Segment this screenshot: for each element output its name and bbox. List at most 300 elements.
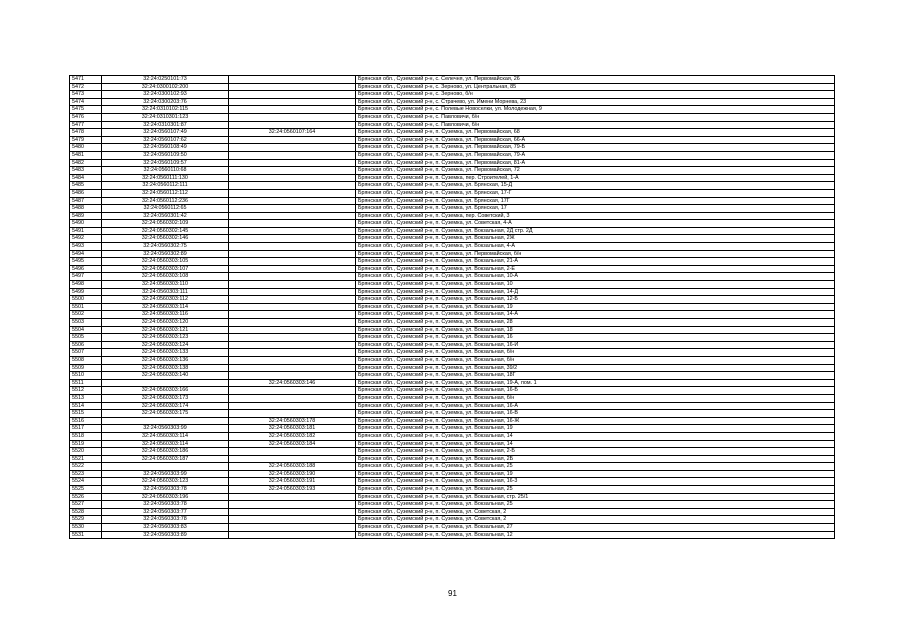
cell-address: Брянская обл., Суземский р-н, п. Суземка, ул. Вокзальная, 16-Ж: [356, 417, 835, 425]
cell-secondary-cadastral-number: [229, 265, 356, 273]
cell-address: Брянская обл., Суземский р-н, п. Суземка, ул. Вокзальная, 12-Б: [356, 296, 835, 304]
cell-record-number: 5531: [70, 531, 102, 539]
cell-secondary-cadastral-number: [229, 493, 356, 501]
cell-cadastral-number: 32:24:0300203:76: [102, 98, 229, 106]
cell-address: Брянская обл., Суземский р-н, п. Суземка, ул. Первомайская, 81-А: [356, 159, 835, 167]
table-row: [70, 197, 835, 205]
cell-record-number: 5508: [70, 356, 102, 364]
table-row: [70, 113, 835, 121]
cell-address: Брянская обл., Суземский р-н, п. Суземка, ул. Вокзальная, 2Д стр. 2Д: [356, 227, 835, 235]
cell-address: Брянская обл., Суземский р-н, п. Суземка, ул. Брянская, 15-Д: [356, 182, 835, 190]
cell-address: Брянская обл., Суземский р-н, п. Суземка, ул. Вокзальная, 19: [356, 470, 835, 478]
cell-record-number: 5511: [70, 379, 102, 387]
cell-cadastral-number: 32:24:0560303:175: [102, 410, 229, 418]
cell-secondary-cadastral-number: [229, 212, 356, 220]
table-row: [70, 470, 835, 478]
cell-record-number: 5477: [70, 121, 102, 129]
table-row: [70, 98, 835, 106]
cell-secondary-cadastral-number: [229, 311, 356, 319]
cell-cadastral-number: 32:24:0560303:138: [102, 364, 229, 372]
cell-cadastral-number: 32:24:0560303:77: [102, 508, 229, 516]
cell-cadastral-number: 32:24:0560303:166: [102, 387, 229, 395]
cell-secondary-cadastral-number: [229, 455, 356, 463]
cell-secondary-cadastral-number: [229, 182, 356, 190]
cell-secondary-cadastral-number: [229, 364, 356, 372]
cell-record-number: 5475: [70, 106, 102, 114]
table-row: [70, 144, 835, 152]
cell-address: Брянская обл., Суземский р-н, п. Суземка, ул. Вокзальная, 14-Д: [356, 288, 835, 296]
cell-address: Брянская обл., Суземский р-н, п. Суземка, ул. Первомайская, 79-А: [356, 151, 835, 159]
cell-cadastral-number: 32:24:0560303:120: [102, 319, 229, 327]
cell-cadastral-number: 32:24:0560303:78: [102, 501, 229, 509]
table-row: [70, 235, 835, 243]
table-row: [70, 319, 835, 327]
cell-record-number: 5505: [70, 334, 102, 342]
table-row: [70, 417, 835, 425]
cell-cadastral-number: 32:24:0560303:133: [102, 349, 229, 357]
cell-address: Брянская обл., Суземский р-н, с. Зерново, ул. Центральная, 85: [356, 83, 835, 91]
cell-cadastral-number: 32:24:0560109:50: [102, 151, 229, 159]
table-row: [70, 205, 835, 213]
cell-cadastral-number: 32:24:0560302:146: [102, 235, 229, 243]
table-row: [70, 486, 835, 494]
cell-cadastral-number: 32:24:0560303:99: [102, 425, 229, 433]
table-row: [70, 425, 835, 433]
table-row: [70, 311, 835, 319]
cell-secondary-cadastral-number: [229, 144, 356, 152]
table-row: [70, 349, 835, 357]
cell-record-number: 5514: [70, 402, 102, 410]
table-row: [70, 463, 835, 471]
cell-record-number: 5520: [70, 448, 102, 456]
cell-secondary-cadastral-number: [229, 531, 356, 539]
cell-record-number: 5496: [70, 265, 102, 273]
cell-address: Брянская обл., Суземский р-н, п. Суземка, ул. Вокзальная, 19-А, пом. 1: [356, 379, 835, 387]
cell-cadastral-number: [102, 417, 229, 425]
table-row: [70, 356, 835, 364]
cell-record-number: 5527: [70, 501, 102, 509]
cell-address: Брянская обл., Суземский р-н, п. Суземка, ул. Первомайская, 79-Б: [356, 144, 835, 152]
cell-address: Брянская обл., Суземский р-н, п. Суземка, ул. Вокзальная, 19: [356, 425, 835, 433]
cell-cadastral-number: 32:24:0560303:110: [102, 281, 229, 289]
cell-secondary-cadastral-number: [229, 136, 356, 144]
cell-address: Брянская обл., Суземский р-н, п. Суземка, ул. Вокзальная, 21-А: [356, 258, 835, 266]
cell-address: Брянская обл., Суземский р-н, п. Суземка, ул. Вокзальная, 25: [356, 486, 835, 494]
table-row: [70, 410, 835, 418]
table-row: [70, 432, 835, 440]
table-row: [70, 220, 835, 228]
cell-address: Брянская обл., Суземский р-н, с. Павловичи, б/н: [356, 113, 835, 121]
cell-secondary-cadastral-number: [229, 372, 356, 380]
cell-secondary-cadastral-number: [229, 197, 356, 205]
cell-address: Брянская обл., Суземский р-н, п. Суземка, ул. Брянская, 17: [356, 205, 835, 213]
cell-secondary-cadastral-number: [229, 273, 356, 281]
cell-record-number: 5495: [70, 258, 102, 266]
table-row: [70, 326, 835, 334]
cell-secondary-cadastral-number: [229, 250, 356, 258]
table-row: [70, 364, 835, 372]
cell-address: Брянская обл., Суземский р-н, с. Страчево, ул. Имени Морнева, 23: [356, 98, 835, 106]
cell-address: Брянская обл., Суземский р-н, п. Суземка, ул. Первомайская, 66-А: [356, 136, 835, 144]
cell-secondary-cadastral-number: 32:24:0560303:178: [229, 417, 356, 425]
cell-cadastral-number: 32:24:0560109:57: [102, 159, 229, 167]
cell-secondary-cadastral-number: [229, 189, 356, 197]
cell-cadastral-number: 32:24:0560303:121: [102, 326, 229, 334]
cell-address: Брянская обл., Суземский р-н, п. Суземка, ул. Вокзальная, 25: [356, 501, 835, 509]
cell-record-number: 5497: [70, 273, 102, 281]
cell-address: Брянская обл., Суземский р-н, с. Полевые Новоселки, ул. Молодежная, 9: [356, 106, 835, 114]
cell-secondary-cadastral-number: 32:24:0560303:191: [229, 478, 356, 486]
cell-record-number: 5481: [70, 151, 102, 159]
cell-secondary-cadastral-number: 32:24:0560303:181: [229, 425, 356, 433]
cell-secondary-cadastral-number: 32:24:0560303:188: [229, 463, 356, 471]
cell-record-number: 5526: [70, 493, 102, 501]
cell-address: Брянская обл., Суземский р-н, п. Суземка, ул. Вокзальная, 2Б: [356, 455, 835, 463]
cell-cadastral-number: 32:24:0560107:49: [102, 129, 229, 137]
table-row: [70, 501, 835, 509]
cell-record-number: 5479: [70, 136, 102, 144]
cell-cadastral-number: 32:24:0560303:124: [102, 341, 229, 349]
cell-record-number: 5482: [70, 159, 102, 167]
table-row: [70, 106, 835, 114]
cell-address: Брянская обл., Суземский р-н, п. Суземка, ул. Вокзальная, 2Ж: [356, 235, 835, 243]
cell-cadastral-number: 32:24:0560303:107: [102, 265, 229, 273]
cell-address: Брянская обл., Суземский р-н, п. Суземка, ул. Вокзальная, 18Г: [356, 372, 835, 380]
cell-cadastral-number: 32:24:0560303:116: [102, 311, 229, 319]
cell-secondary-cadastral-number: [229, 303, 356, 311]
cell-cadastral-number: 32:24:0560112:236: [102, 197, 229, 205]
cell-record-number: 5488: [70, 205, 102, 213]
cell-cadastral-number: 32:24:0560303:78: [102, 516, 229, 524]
cell-cadastral-number: 32:24:0560303:114: [102, 432, 229, 440]
cell-secondary-cadastral-number: [229, 121, 356, 129]
cell-secondary-cadastral-number: [229, 205, 356, 213]
cell-cadastral-number: 32:24:0560303:83: [102, 524, 229, 532]
table-row: [70, 508, 835, 516]
table-row: [70, 524, 835, 532]
cell-address: Брянская обл., Суземский р-н, п. Суземка, ул. Вокзальная, 10: [356, 281, 835, 289]
cell-secondary-cadastral-number: 32:24:0560303:146: [229, 379, 356, 387]
cell-record-number: 5489: [70, 212, 102, 220]
cell-address: Брянская обл., Суземский р-н, п. Суземка, ул. Вокзальная, 16-Б: [356, 387, 835, 395]
cell-secondary-cadastral-number: [229, 106, 356, 114]
cell-record-number: 5506: [70, 341, 102, 349]
table-row: [70, 493, 835, 501]
table-row: [70, 531, 835, 539]
cell-cadastral-number: 32:24:0560303:174: [102, 402, 229, 410]
cell-secondary-cadastral-number: [229, 356, 356, 364]
cell-secondary-cadastral-number: [229, 258, 356, 266]
cell-secondary-cadastral-number: [229, 334, 356, 342]
cell-secondary-cadastral-number: [229, 159, 356, 167]
cell-secondary-cadastral-number: 32:24:0560303:190: [229, 470, 356, 478]
cell-secondary-cadastral-number: [229, 341, 356, 349]
cell-cadastral-number: 32:24:0300102:200: [102, 83, 229, 91]
table-row: [70, 402, 835, 410]
cell-cadastral-number: 32:24:0560302:109: [102, 220, 229, 228]
cell-address: Брянская обл., Суземский р-н, п. Суземка, ул. Вокзальная, 16-И: [356, 341, 835, 349]
cell-record-number: 5524: [70, 478, 102, 486]
cell-record-number: 5521: [70, 455, 102, 463]
cell-cadastral-number: 32:24:0560112:112: [102, 189, 229, 197]
table-row: [70, 76, 835, 84]
cell-cadastral-number: 32:24:0560301:42: [102, 212, 229, 220]
cell-secondary-cadastral-number: [229, 508, 356, 516]
cell-record-number: 5491: [70, 227, 102, 235]
table-row: [70, 121, 835, 129]
cell-cadastral-number: 32:24:0560303:111: [102, 288, 229, 296]
table-row: [70, 288, 835, 296]
cell-secondary-cadastral-number: [229, 402, 356, 410]
cell-cadastral-number: 32:24:0560302:75: [102, 243, 229, 251]
table-row: [70, 151, 835, 159]
cell-record-number: 5492: [70, 235, 102, 243]
table-row: [70, 448, 835, 456]
cell-secondary-cadastral-number: [229, 288, 356, 296]
cell-secondary-cadastral-number: [229, 174, 356, 182]
cell-secondary-cadastral-number: [229, 524, 356, 532]
cell-address: Брянская обл., Суземский р-н, п. Суземка, ул. Вокзальная, 16-3: [356, 478, 835, 486]
cell-secondary-cadastral-number: [229, 516, 356, 524]
table-row: [70, 212, 835, 220]
cell-secondary-cadastral-number: 32:24:0560303:193: [229, 486, 356, 494]
table-row: [70, 159, 835, 167]
cell-cadastral-number: 32:24:0560303:78: [102, 486, 229, 494]
table-row: [70, 455, 835, 463]
cell-cadastral-number: 32:24:0560303:108: [102, 273, 229, 281]
cell-record-number: 5519: [70, 440, 102, 448]
table-row: [70, 273, 835, 281]
cell-address: Брянская обл., Суземский р-н, п. Суземка, ул. Вокзальная, 2-Б: [356, 448, 835, 456]
cell-cadastral-number: [102, 379, 229, 387]
cell-record-number: 5480: [70, 144, 102, 152]
cell-secondary-cadastral-number: [229, 235, 356, 243]
cell-secondary-cadastral-number: 32:24:0560107:164: [229, 129, 356, 137]
cell-cadastral-number: 32:24:0560303:186: [102, 448, 229, 456]
cell-record-number: 5509: [70, 364, 102, 372]
cell-secondary-cadastral-number: 32:24:0560303:184: [229, 440, 356, 448]
cell-address: Брянская обл., Суземский р-н, п. Суземка, ул. Первомайская, б/н: [356, 250, 835, 258]
cell-address: Брянская обл., Суземский р-н, п. Суземка, ул. Вокзальная, б/н: [356, 349, 835, 357]
cell-record-number: 5530: [70, 524, 102, 532]
cell-cadastral-number: 32:24:0560303:187: [102, 455, 229, 463]
cell-secondary-cadastral-number: [229, 167, 356, 175]
cell-address: Брянская обл., Суземский р-н, п. Суземка, ул. Вокзальная, 4-А: [356, 243, 835, 251]
cell-record-number: 5528: [70, 508, 102, 516]
cell-address: Брянская обл., Суземский р-н, п. Суземка, ул. Вокзальная, б/н: [356, 394, 835, 402]
cell-record-number: 5476: [70, 113, 102, 121]
cell-cadastral-number: 32:24:0560303:173: [102, 394, 229, 402]
cell-cadastral-number: 32:24:0560112:111: [102, 182, 229, 190]
cell-address: Брянская обл., Суземский р-н, п. Суземка, ул. Вокзальная, б/н: [356, 356, 835, 364]
cell-cadastral-number: 32:24:0560303:99: [102, 470, 229, 478]
table-row: [70, 167, 835, 175]
cell-record-number: 5503: [70, 319, 102, 327]
cell-address: Брянская обл., Суземский р-н, п. Суземка, ул. Вокзальная, 2-Е: [356, 265, 835, 273]
registry-table: [69, 75, 835, 539]
cell-cadastral-number: 32:24:0560303:140: [102, 372, 229, 380]
table-row: [70, 189, 835, 197]
table-row: [70, 303, 835, 311]
cell-cadastral-number: 32:24:0310301:123: [102, 113, 229, 121]
cell-cadastral-number: 32:24:0560303:123: [102, 478, 229, 486]
cell-record-number: 5493: [70, 243, 102, 251]
cell-secondary-cadastral-number: [229, 326, 356, 334]
cell-record-number: 5507: [70, 349, 102, 357]
cell-address: Брянская обл., Суземский р-н, п. Суземка, ул. Брянская, 17Г: [356, 197, 835, 205]
cell-record-number: 5483: [70, 167, 102, 175]
table-row: [70, 265, 835, 273]
cell-address: Брянская обл., Суземский р-н, п. Суземка, ул. Вокзальная, 12: [356, 531, 835, 539]
cell-cadastral-number: 32:24:0560112:65: [102, 205, 229, 213]
cell-cadastral-number: 32:24:0560303:89: [102, 531, 229, 539]
cell-cadastral-number: [102, 463, 229, 471]
table-row: [70, 394, 835, 402]
cell-record-number: 5517: [70, 425, 102, 433]
table-row: [70, 516, 835, 524]
cell-record-number: 5512: [70, 387, 102, 395]
cell-cadastral-number: 32:24:0560303:114: [102, 303, 229, 311]
cell-secondary-cadastral-number: 32:24:0560303:182: [229, 432, 356, 440]
cell-address: Брянская обл., Суземский р-н, с. Селечня, ул. Первомайская, 26: [356, 76, 835, 84]
cell-secondary-cadastral-number: [229, 349, 356, 357]
cell-address: Брянская обл., Суземский р-н, п. Суземка, ул. Советская, 2: [356, 508, 835, 516]
table-row: [70, 341, 835, 349]
cell-secondary-cadastral-number: [229, 319, 356, 327]
cell-cadastral-number: 32:24:0310102:115: [102, 106, 229, 114]
cell-address: Брянская обл., Суземский р-н, п. Суземка, ул. Брянская, 17-Г: [356, 189, 835, 197]
cell-record-number: 5473: [70, 91, 102, 99]
cell-cadastral-number: 32:24:0560303:136: [102, 356, 229, 364]
cell-cadastral-number: 32:24:0300102:93: [102, 91, 229, 99]
cell-secondary-cadastral-number: [229, 296, 356, 304]
cell-cadastral-number: 32:24:0310301:87: [102, 121, 229, 129]
table-row: [70, 334, 835, 342]
cell-secondary-cadastral-number: [229, 98, 356, 106]
cell-cadastral-number: 32:24:0560303:114: [102, 440, 229, 448]
cell-secondary-cadastral-number: [229, 243, 356, 251]
cell-record-number: 5484: [70, 174, 102, 182]
table-row: [70, 296, 835, 304]
cell-cadastral-number: 32:24:0560107:62: [102, 136, 229, 144]
table-row: [70, 379, 835, 387]
cell-address: Брянская обл., Суземский р-н, п. Суземка, ул. Вокзальная, 10-А: [356, 273, 835, 281]
cell-record-number: 5471: [70, 76, 102, 84]
table-row: [70, 478, 835, 486]
cell-cadastral-number: 32:24:0560303:123: [102, 334, 229, 342]
cell-address: Брянская обл., Суземский р-н, п. Суземка, ул. Советская, 2: [356, 516, 835, 524]
cell-record-number: 5499: [70, 288, 102, 296]
cell-address: Брянская обл., Суземский р-н, п. Суземка, ул. Первомайская, 68: [356, 129, 835, 137]
cell-cadastral-number: 32:24:0560303:105: [102, 258, 229, 266]
cell-address: Брянская обл., Суземский р-н, п. Суземка, ул. Первомайская, 72: [356, 167, 835, 175]
cell-address: Брянская обл., Суземский р-н, п. Суземка, ул. Советская, 4-А: [356, 220, 835, 228]
table-row: [70, 372, 835, 380]
cell-record-number: 5494: [70, 250, 102, 258]
cell-cadastral-number: 32:24:0250101:73: [102, 76, 229, 84]
cell-address: Брянская обл., Суземский р-н, п. Суземка, ул. Вокзальная, 16-А: [356, 402, 835, 410]
cell-address: Брянская обл., Суземский р-н, п. Суземка, пер. Советский, 3: [356, 212, 835, 220]
cell-record-number: 5504: [70, 326, 102, 334]
cell-record-number: 5472: [70, 83, 102, 91]
table-row: [70, 243, 835, 251]
cell-record-number: 5518: [70, 432, 102, 440]
cell-record-number: 5523: [70, 470, 102, 478]
cell-record-number: 5529: [70, 516, 102, 524]
cell-record-number: 5474: [70, 98, 102, 106]
cell-record-number: 5516: [70, 417, 102, 425]
cell-secondary-cadastral-number: [229, 113, 356, 121]
page-number: 91: [448, 589, 457, 598]
cell-address: Брянская обл., Суземский р-н, п. Суземка, ул. Вокзальная, 14: [356, 432, 835, 440]
cell-record-number: 5500: [70, 296, 102, 304]
table-row: [70, 182, 835, 190]
table-row: [70, 281, 835, 289]
cell-cadastral-number: 32:24:0560108:49: [102, 144, 229, 152]
cell-address: Брянская обл., Суземский р-н, п. Суземка, ул. Вокзальная, 25: [356, 463, 835, 471]
cell-address: Брянская обл., Суземский р-н, п. Суземка, ул. Вокзальная, 27: [356, 524, 835, 532]
cell-secondary-cadastral-number: [229, 387, 356, 395]
table-row: [70, 83, 835, 91]
cell-record-number: 5487: [70, 197, 102, 205]
cell-cadastral-number: 32:24:0560302:89: [102, 250, 229, 258]
cell-record-number: 5515: [70, 410, 102, 418]
table-row: [70, 250, 835, 258]
table-row: [70, 387, 835, 395]
cell-cadastral-number: 32:24:0560303:112: [102, 296, 229, 304]
cell-address: Брянская обл., Суземский р-н, п. Суземка, ул. Вокзальная, 14-А: [356, 311, 835, 319]
table-row: [70, 136, 835, 144]
cell-cadastral-number: 32:24:0560110:68: [102, 167, 229, 175]
cell-address: Брянская обл., Суземский р-н, п. Суземка, ул. Вокзальная, стр. 25/1: [356, 493, 835, 501]
table-row: [70, 91, 835, 99]
cell-record-number: 5485: [70, 182, 102, 190]
cell-cadastral-number: 32:24:0560302:145: [102, 227, 229, 235]
cell-record-number: 5478: [70, 129, 102, 137]
cell-address: Брянская обл., Суземский р-н, п. Суземка, пер. Строителей, 1-А: [356, 174, 835, 182]
table-row: [70, 227, 835, 235]
cell-record-number: 5510: [70, 372, 102, 380]
cell-secondary-cadastral-number: [229, 91, 356, 99]
registry-table-body: [70, 76, 835, 539]
cell-record-number: 5498: [70, 281, 102, 289]
cell-record-number: 5502: [70, 311, 102, 319]
cell-address: Брянская обл., Суземский р-н, с. Павловичи, б/н: [356, 121, 835, 129]
cell-record-number: 5522: [70, 463, 102, 471]
table-row: [70, 129, 835, 137]
cell-record-number: 5486: [70, 189, 102, 197]
cell-record-number: 5490: [70, 220, 102, 228]
cell-record-number: 5525: [70, 486, 102, 494]
cell-address: Брянская обл., Суземский р-н, с. Зерново, б/н: [356, 91, 835, 99]
cell-secondary-cadastral-number: [229, 448, 356, 456]
cell-record-number: 5513: [70, 394, 102, 402]
cell-address: Брянская обл., Суземский р-н, п. Суземка, ул. Вокзальная, 14: [356, 440, 835, 448]
cell-secondary-cadastral-number: [229, 394, 356, 402]
cell-secondary-cadastral-number: [229, 83, 356, 91]
cell-address: Брянская обл., Суземский р-н, п. Суземка, ул. Вокзальная, 16-В: [356, 410, 835, 418]
cell-cadastral-number: 32:24:0560303:196: [102, 493, 229, 501]
table-row: [70, 258, 835, 266]
cell-secondary-cadastral-number: [229, 281, 356, 289]
table-row: [70, 174, 835, 182]
table-row: [70, 440, 835, 448]
cell-secondary-cadastral-number: [229, 76, 356, 84]
cell-secondary-cadastral-number: [229, 410, 356, 418]
cell-address: Брянская обл., Суземский р-н, п. Суземка, ул. Вокзальная, 39/2: [356, 364, 835, 372]
cell-secondary-cadastral-number: [229, 227, 356, 235]
cell-secondary-cadastral-number: [229, 220, 356, 228]
